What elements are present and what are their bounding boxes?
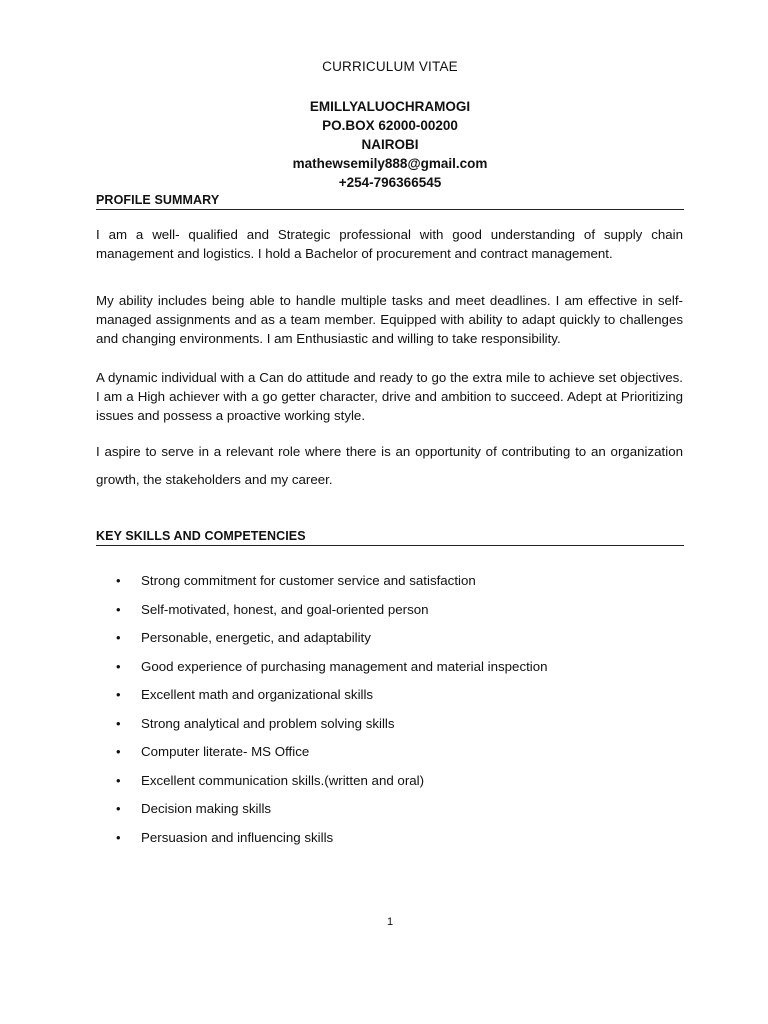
skill-text: Good experience of purchasing management and material inspection bbox=[141, 658, 548, 674]
list-item bbox=[96, 714, 684, 743]
skill-text: Persuasion and influencing skills bbox=[141, 829, 334, 845]
bullet-icon: • bbox=[116, 744, 121, 759]
skill-text: Excellent communication skills.(written and oral) bbox=[141, 772, 425, 788]
bullet-icon: • bbox=[116, 829, 121, 845]
profile-paragraph-3: A dynamic individual with a Can do attitude and ready to go the extra mile to achieve set objectives. I am a High achiever with a go getter character, drive and ambition to succeed. Adept at Prioritizing issues and possess a proactive working style. bbox=[96, 370, 683, 424]
profile-summary-heading: PROFILE SUMMARY bbox=[96, 193, 684, 210]
bullet-icon: • bbox=[116, 573, 121, 588]
list-item bbox=[96, 657, 684, 686]
profile-paragraph-4: I aspire to serve in a relevant role where there is an opportunity of contributing to an organization growth, the stakeholders and my career. bbox=[96, 444, 683, 487]
list-item bbox=[96, 628, 684, 657]
bullet-icon: • bbox=[116, 601, 121, 617]
page-number: 1 bbox=[386, 916, 394, 928]
skill-text: Strong analytical and problem solving skills bbox=[141, 715, 395, 731]
bullet-icon: • bbox=[116, 715, 121, 731]
list-item bbox=[96, 571, 684, 600]
list-item bbox=[96, 685, 684, 714]
skill-text: Computer literate- MS Office bbox=[141, 744, 310, 759]
list-item bbox=[96, 771, 684, 800]
list-item bbox=[96, 828, 684, 857]
profile-paragraph-1: I am a well- qualified and Strategic professional with good understanding of supply chain management and logistics. I hold a Bachelor of procurement and contract management. bbox=[96, 227, 683, 262]
skill-text: Strong commitment for customer service and satisfaction bbox=[141, 573, 476, 588]
bullet-icon: • bbox=[116, 801, 121, 816]
candidate-name: EMILLYALUOCHRAMOGI bbox=[309, 99, 471, 114]
skills-list bbox=[96, 571, 684, 856]
list-item bbox=[96, 742, 684, 771]
postal-address: PO.BOX 62000-00200 bbox=[322, 118, 458, 133]
bullet-icon: • bbox=[116, 658, 121, 674]
bullet-icon: • bbox=[116, 630, 121, 645]
skills-heading: KEY SKILLS AND COMPETENCIES bbox=[96, 529, 684, 546]
contact-header bbox=[0, 97, 768, 192]
skill-text: Excellent math and organizational skills bbox=[141, 687, 374, 702]
profile-paragraph-2: My ability includes being able to handle multiple tasks and meet deadlines. I am effective in self-managed assignments and as a team member. Equipped with ability to adapt quickly to challenges and changing environments. I am Enthusiastic and willing to take responsibility. bbox=[96, 293, 683, 347]
document-title: CURRICULUM VITAE bbox=[322, 59, 458, 74]
bullet-icon: • bbox=[116, 772, 121, 788]
email-address: mathewsemily888@gmail.com bbox=[292, 156, 488, 171]
list-item bbox=[96, 799, 684, 828]
phone-number: +254-796366545 bbox=[338, 175, 442, 190]
list-item bbox=[96, 600, 684, 629]
bullet-icon: • bbox=[116, 687, 121, 702]
city: NAIROBI bbox=[361, 137, 419, 152]
skill-text: Self-motivated, honest, and goal-oriented person bbox=[141, 601, 429, 617]
skill-text: Personable, energetic, and adaptability bbox=[141, 630, 371, 645]
skill-text: Decision making skills bbox=[141, 801, 272, 816]
